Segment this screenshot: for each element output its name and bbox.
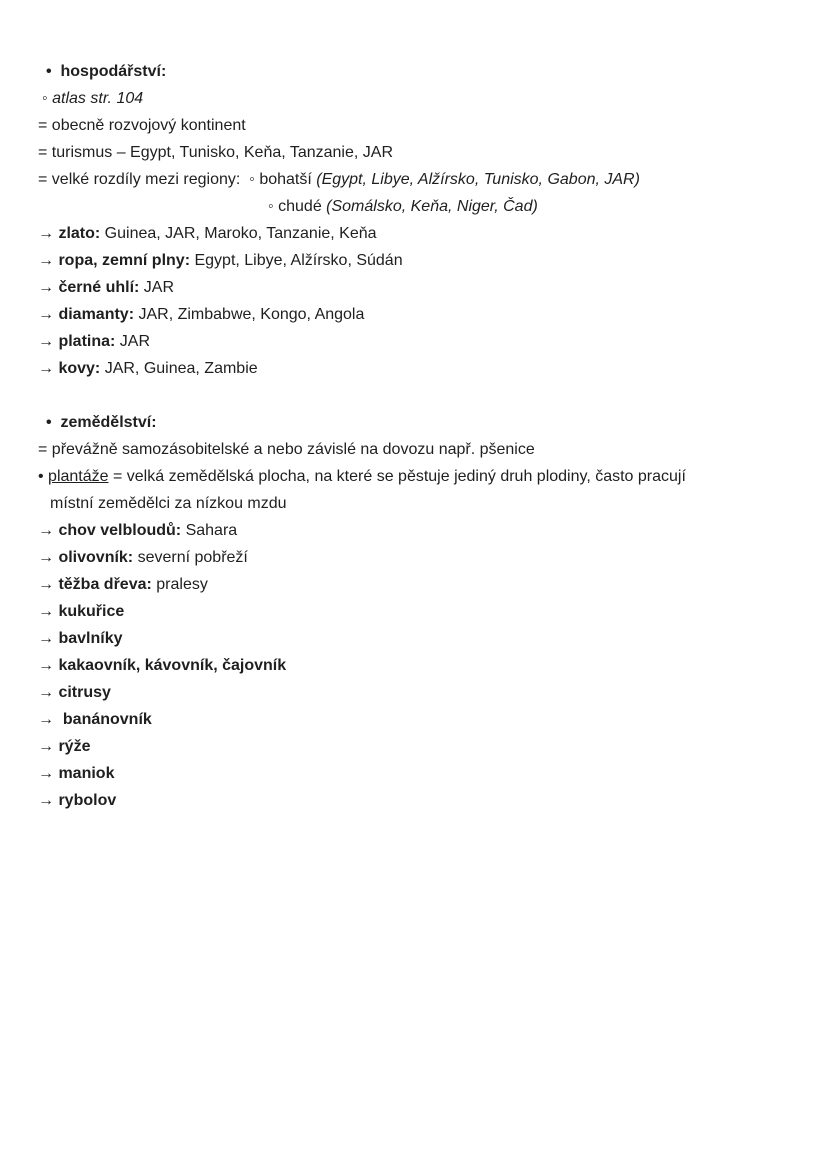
text-segment: citrusy: [58, 684, 111, 701]
text-segment: →: [38, 252, 59, 269]
text-segment: JAR, Zimbabwe, Kongo, Angola: [134, 306, 365, 323]
text-line: [0, 706, 828, 733]
text-segment: severní pobřeží: [133, 549, 248, 566]
text-segment: maniok: [58, 765, 115, 782]
text-segment: ◦: [42, 90, 53, 107]
text-line: [0, 436, 828, 463]
text-segment: →: [38, 630, 59, 647]
text-segment: ropa, zemní plny:: [58, 252, 191, 269]
text-segment: platina:: [58, 333, 116, 350]
text-segment: pralesy: [151, 576, 208, 593]
text-segment: →: [38, 603, 59, 620]
text-segment: černé uhlí:: [58, 279, 140, 296]
text-segment: →: [38, 549, 59, 566]
text-segment: →: [38, 279, 59, 296]
text-segment: →: [38, 576, 59, 593]
text-segment: •: [46, 63, 61, 80]
text-segment: = turismus – Egypt, Tunisko, Keňa, Tanzanie, JAR: [38, 144, 393, 161]
text-segment: ◦ chudé: [268, 198, 327, 215]
text-segment: →: [38, 738, 59, 755]
text-segment: →: [38, 225, 59, 242]
text-line: [0, 490, 828, 517]
text-segment: •: [38, 468, 49, 485]
text-segment: →: [38, 684, 59, 701]
text-line: [0, 733, 828, 760]
text-line: [0, 328, 828, 355]
text-segment: olivovník:: [58, 549, 134, 566]
text-segment: banánovník: [62, 711, 152, 728]
text-line: [0, 139, 828, 166]
text-line: [0, 625, 828, 652]
text-segment: •: [46, 414, 61, 431]
text-line: [0, 652, 828, 679]
text-segment: Guinea, JAR, Maroko, Tanzanie, Keňa: [100, 225, 377, 242]
text-segment: bavlníky: [58, 630, 123, 647]
text-segment: →: [38, 333, 59, 350]
text-line: [0, 409, 828, 436]
text-segment: →: [38, 522, 59, 539]
text-line: [0, 544, 828, 571]
text-segment: →: [38, 657, 59, 674]
text-segment: kovy:: [58, 360, 101, 377]
text-line: [0, 355, 828, 382]
text-segment: →: [38, 792, 59, 809]
text-line: [0, 598, 828, 625]
text-segment: →: [38, 306, 59, 323]
text-segment: diamanty:: [58, 306, 135, 323]
text-line: [0, 274, 828, 301]
text-segment: zemědělství:: [60, 414, 157, 431]
text-segment: rybolov: [58, 792, 117, 809]
text-segment: rýže: [58, 738, 91, 755]
text-line: [0, 247, 828, 274]
text-segment: místní zemědělci za nízkou mzdu: [50, 495, 287, 512]
text-line: [0, 787, 828, 814]
text-segment: JAR: [139, 279, 175, 296]
text-segment: hospodářství:: [60, 63, 167, 80]
text-segment: = velká zemědělská plocha, na které se pěstuje jediný druh plodiny, často pracují: [108, 468, 686, 485]
text-line: [0, 517, 828, 544]
text-line: [0, 571, 828, 598]
text-segment: Sahara: [181, 522, 238, 539]
text-line: [0, 760, 828, 787]
text-segment: →: [38, 765, 59, 782]
text-line: [0, 679, 828, 706]
text-segment: Egypt, Libye, Alžírsko, Súdán: [190, 252, 403, 269]
text-segment: kukuřice: [58, 603, 125, 620]
text-segment: (Egypt, Libye, Alžírsko, Tunisko, Gabon, JAR): [316, 171, 640, 188]
text-segment: zlato:: [58, 225, 101, 242]
text-segment: (Somálsko, Keňa, Niger, Čad): [326, 198, 538, 215]
text-line: [0, 58, 828, 85]
text-line: [0, 193, 828, 220]
text-segment: = převážně samozásobitelské a nebo závislé na dovozu např. pšenice: [38, 441, 535, 458]
text-segment: kakaovník, kávovník, čajovník: [58, 657, 287, 674]
text-segment: = obecně rozvojový kontinent: [38, 117, 246, 134]
text-line: [0, 112, 828, 139]
text-line: [0, 301, 828, 328]
text-line: [0, 85, 828, 112]
text-line: [0, 166, 828, 193]
text-line: [0, 463, 828, 490]
text-segment: →: [38, 360, 59, 377]
text-segment: atlas str. 104: [52, 90, 144, 107]
text-line: [0, 220, 828, 247]
text-segment: JAR: [115, 333, 151, 350]
text-segment: →: [38, 711, 63, 728]
text-segment: plantáže: [48, 468, 109, 485]
text-segment: JAR, Guinea, Zambie: [100, 360, 258, 377]
text-segment: chov velbloudů:: [58, 522, 182, 539]
text-segment: = velké rozdíly mezi regiony: ◦ bohatší: [38, 171, 317, 188]
text-segment: těžba dřeva:: [58, 576, 152, 593]
